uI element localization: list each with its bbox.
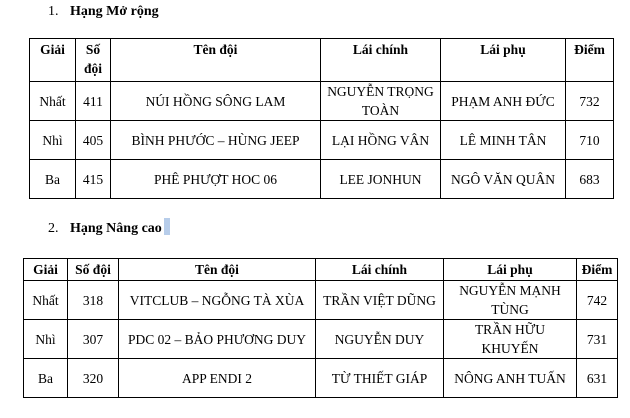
cell-score: 731 [577, 320, 618, 359]
cell-co-driver: TRẦN HỮU KHUYẾN [444, 320, 577, 359]
cell-main-driver: TỪ THIẾT GIÁP [316, 359, 444, 398]
cell-main-driver: NGUYỄN TRỌNG TOÀN [321, 82, 441, 121]
col-header-score: Điểm [566, 39, 614, 82]
col-header-main-driver: Lái chính [321, 39, 441, 82]
section-2-heading [48, 218, 170, 237]
cell-co-driver: NGÔ VĂN QUÂN [441, 160, 566, 199]
cell-prize: Nhất [30, 82, 76, 121]
cell-team-name: BÌNH PHƯỚC – HÙNG JEEP [111, 121, 321, 160]
cell-prize: Ba [24, 359, 68, 398]
col-header-team-name: Tên đội [119, 259, 316, 281]
cell-score: 631 [577, 359, 618, 398]
col-header-co-driver: Lái phụ [441, 39, 566, 82]
table-row [30, 160, 614, 199]
cell-prize: Nhất [24, 281, 68, 320]
text-cursor-selection [164, 218, 170, 235]
table-row [30, 121, 614, 160]
cell-team-name: NÚI HỒNG SÔNG LAM [111, 82, 321, 121]
table-row [24, 320, 618, 359]
col-header-prize: Giải [24, 259, 68, 281]
col-header-team-number: Số đội [68, 259, 119, 281]
cell-co-driver: LÊ MINH TÂN [441, 121, 566, 160]
cell-team-name: PDC 02 – BẢO PHƯƠNG DUY [119, 320, 316, 359]
cell-main-driver: LẠI HỒNG VÂN [321, 121, 441, 160]
table-row [24, 359, 618, 398]
results-table-open-class [29, 38, 614, 199]
col-header-prize: Giải [30, 39, 76, 82]
table-header-row [30, 39, 614, 82]
cell-team-name: VITCLUB – NGỖNG TÀ XÙA [119, 281, 316, 320]
cell-score: 732 [566, 82, 614, 121]
section-1-number: 1. [48, 4, 59, 19]
cell-main-driver: LEE JONHUN [321, 160, 441, 199]
cell-score: 742 [577, 281, 618, 320]
col-header-main-driver: Lái chính [316, 259, 444, 281]
cell-team-number: 320 [68, 359, 119, 398]
cell-main-driver: NGUYỄN DUY [316, 320, 444, 359]
cell-co-driver: NGUYỄN MẠNH TÙNG [444, 281, 577, 320]
cell-score: 683 [566, 160, 614, 199]
section-1-title: Hạng Mở rộng [70, 4, 159, 19]
cell-team-number: 405 [76, 121, 111, 160]
section-2-title: Hạng Nâng cao [70, 221, 162, 236]
table-header-row [24, 259, 618, 281]
results-table-advanced-class [23, 258, 618, 398]
table-row [24, 281, 618, 320]
section-1-heading [48, 4, 159, 20]
cell-team-name: PHÊ PHƯỢT HOC 06 [111, 160, 321, 199]
cell-main-driver: TRẦN VIỆT DŨNG [316, 281, 444, 320]
cell-team-number: 411 [76, 82, 111, 121]
cell-score: 710 [566, 121, 614, 160]
cell-team-name: APP ENDI 2 [119, 359, 316, 398]
cell-team-number: 307 [68, 320, 119, 359]
col-header-team-number: Số đội [76, 39, 111, 82]
col-header-co-driver: Lái phụ [444, 259, 577, 281]
col-header-score: Điểm [577, 259, 618, 281]
col-header-team-name: Tên đội [111, 39, 321, 82]
section-2-number: 2. [48, 221, 59, 236]
cell-co-driver: NÔNG ANH TUẤN [444, 359, 577, 398]
cell-prize: Ba [30, 160, 76, 199]
table-row [30, 82, 614, 121]
cell-team-number: 415 [76, 160, 111, 199]
cell-prize: Nhì [30, 121, 76, 160]
cell-team-number: 318 [68, 281, 119, 320]
cell-co-driver: PHẠM ANH ĐỨC [441, 82, 566, 121]
cell-prize: Nhì [24, 320, 68, 359]
